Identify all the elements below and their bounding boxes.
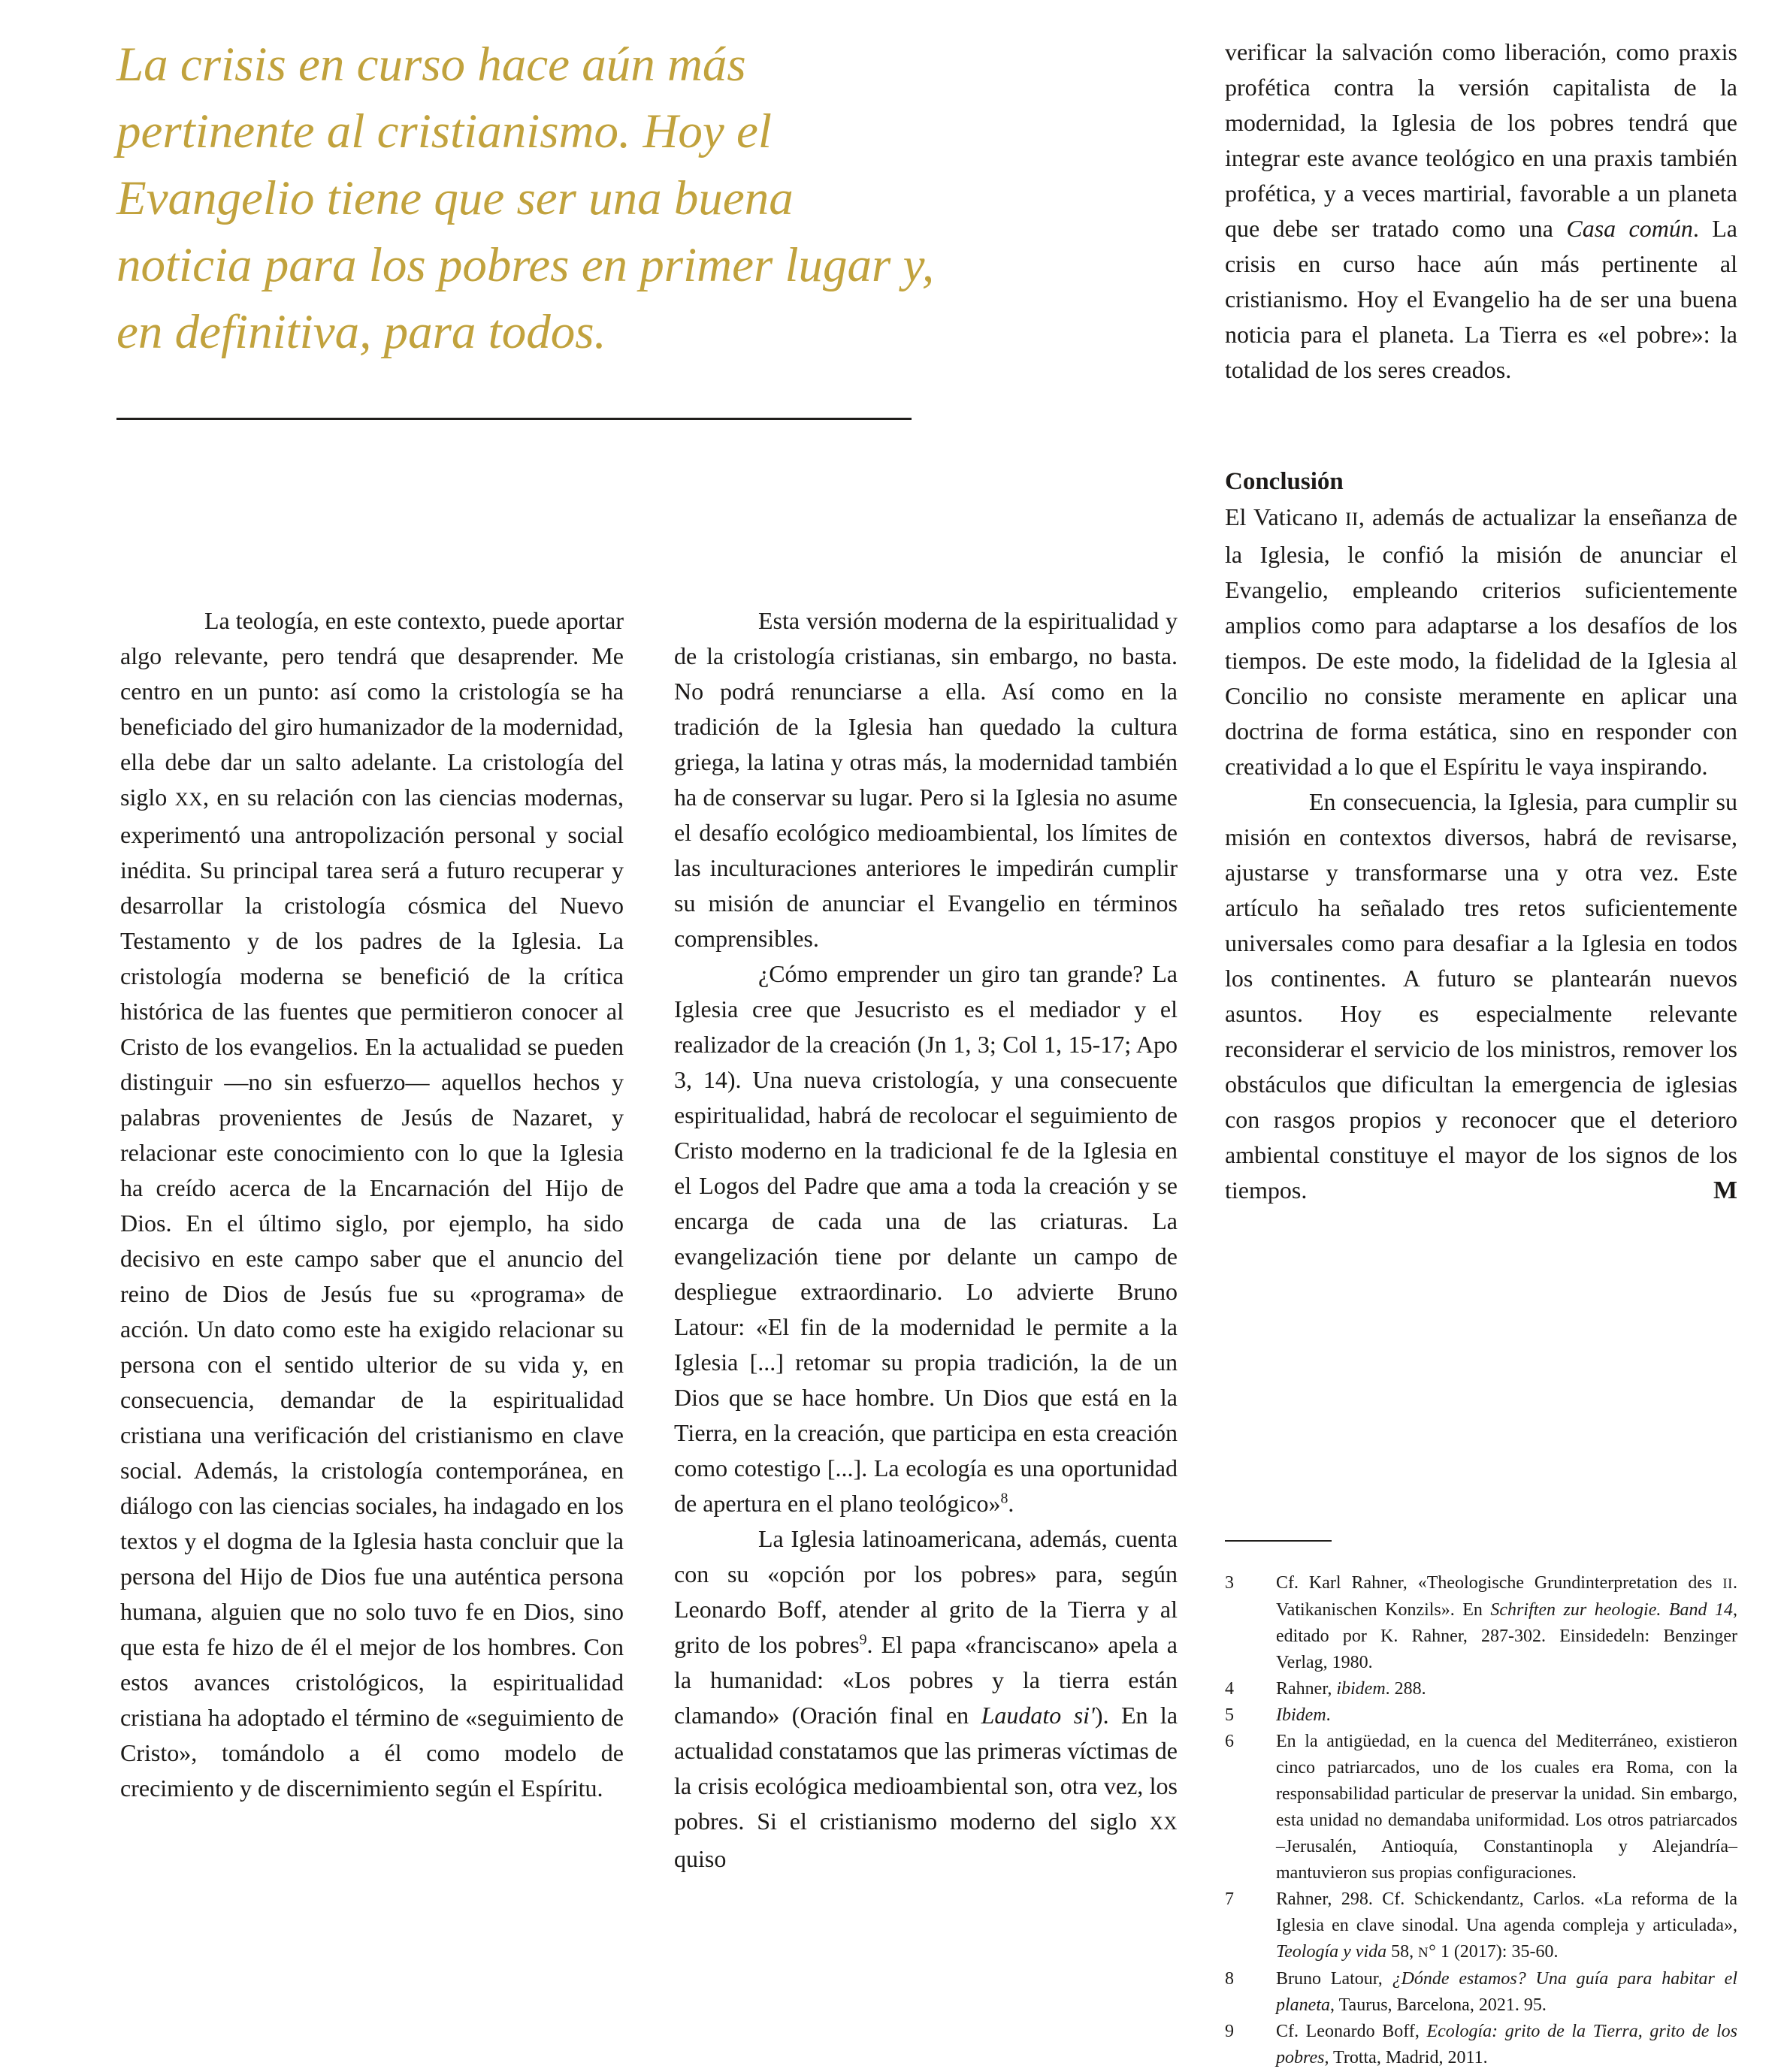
column-middle [674, 603, 1178, 1877]
body-paragraph: El Vaticano II, además de actualizar la enseñanza de la Iglesia, le confió la misión de anunciar el Evangelio, empleando criterios suficientemente amplios como para adaptarse a los desafíos de los tiempos. De este modo, la fidelidad de la Iglesia al Concilio no consiste meramente en aplicar una doctrina de forma estática, sino en responder con creatividad a lo que el Espíritu le vaya inspirando. [1225, 503, 1738, 780]
article-endmark: M [1713, 1176, 1737, 1204]
footnote-number: 3 [1225, 1573, 1234, 1593]
body-paragraph: ¿Cómo emprender un giro tan grande? La Iglesia cree que Jesucristo es el mediador y el realizador de la creación (Jn 1, 3; Col 1, 15-17; Apo 3, 14). Una nueva cristología, y una consecuente espiritualidad, habrá de recolocar el seguimiento de Cristo moderno en la tradicional fe de la Iglesia en el Logos del Padre que ama a toda la creación y se encarga de cada una de las criaturas. La evangelización tiene por delante un campo de despliegue extraordinario. Lo advierte Bruno Latour: «El fin de la modernidad le permite a la Iglesia [...] retomar su propia tradición, la de un Dios que se hace hombre. Un Dios que está en la Tierra, en la creación, que participa en esta creación como cotestigo [...]. La ecología es una oportunidad de apertura en el plano teológico»$^8$. [674, 960, 1178, 1517]
footnotes-divider [1225, 1540, 1332, 1542]
column-right [1225, 35, 1737, 1208]
footnote-number: 6 [1225, 1732, 1234, 1751]
footnote-number: 8 [1225, 1969, 1234, 1989]
footnote-item [1225, 1570, 1737, 1676]
footnote-text: Bruno Latour, ¿Dónde estamos? Una guía para habitar el planeta, Taurus, Barcelona, 2021. 95. [1276, 1969, 1737, 2015]
conclusion-body [1225, 500, 1737, 1208]
footnote-item [1225, 2019, 1737, 2071]
footnote-text: Cf. Karl Rahner, «Theologische Grundinterpretation des II. Vatikanischen Konzils». En Schriften zur heologie. Band 14, editado por K. Rahner, 287-302. Einsidedeln: Benzinger Verlag, 1980. [1276, 1573, 1737, 1672]
footnote-text: Cf. Leonardo Boff, Ecología: grito de la Tierra, grito de los pobres, Trotta, Madrid, 2011. [1276, 2022, 1738, 2067]
footnote-number: 4 [1225, 1679, 1234, 1699]
footnote-item [1225, 1702, 1737, 1729]
footnote-item [1225, 1676, 1737, 1702]
footnote-item [1225, 1729, 1737, 1886]
footnote-text: Rahner, ibidem. 288. [1276, 1679, 1426, 1699]
body-paragraph: Esta versión moderna de la espiritualidad y de la cristología cristianas, sin embargo, no basta. No podrá renunciarse a ella. Así como en la tradición de la Iglesia han quedado la cultura griega, la latina y otras más, la modernidad también ha de conservar su lugar. Pero si la Iglesia no asume el desafío ecológico medioambiental, los límites de las inculturaciones anteriores le impedirán cumplir su misión de anunciar el Evangelio en términos comprensibles. [674, 607, 1178, 952]
conclusion-heading: Conclusión [1225, 468, 1344, 495]
footnote-text: En la antigüedad, en la cuenca del Mediterráneo, existieron cinco patriarcados, uno de los cuales era Roma, con la responsabilidad particular de preservar la unidad. Sin embargo, esta unidad no demandaba uniformidad. Los otros patriarcados –Jerusalén, Antioquía, Constantinopla y Alejandría– mantuvieron sus propias configuraciones. [1276, 1732, 1737, 1883]
footnotes-section [1225, 1540, 1737, 2071]
footnote-text: Ibidem. [1276, 1705, 1331, 1725]
body-paragraph: En consecuencia, la Iglesia, para cumplir su misión en contextos diversos, habrá de revisarse, ajustarse y transformarse una y otra vez. Este artículo ha señalado tres retos suficientemente universales como para desafiar a la Iglesia en todos los continentes. A futuro se plantearán nuevos asuntos. Hoy es especialmente relevante reconsiderar el servicio de los ministros, remover los obstáculos que dificultan la emergencia de iglesias con rasgos propios y reconocer que el deterioro ambiental constituye el mayor de los signos de los tiempos. M [1225, 784, 1737, 1208]
body-paragraph: La Iglesia latinoamericana, además, cuenta con su «opción por los pobres» para, según Leonardo Boff, atender al grito de la Tierra y al grito de los pobres$^9$. El papa «franciscano» apela a la humanidad: «Los pobres y la tierra están clamando» (Oración final en Laudato si'). En la actualidad constatamos que las primeras víctimas de la crisis ecológica medioambiental son, otra vez, los pobres. Si el cristianismo moderno del siglo XX quiso [674, 1525, 1178, 1872]
footnote-number: 7 [1225, 1889, 1234, 1909]
footnotes-list [1225, 1570, 1737, 2071]
footnote-number: 5 [1225, 1705, 1234, 1725]
footnote-number: 9 [1225, 2022, 1234, 2041]
body-paragraph: La teología, en este contexto, puede aportar algo relevante, pero tendrá que desaprender. Me centro en un punto: así como la cristología se ha beneficiado del giro humanizador de la modernidad, ella debe dar un salto adelante. La cristología del siglo XX, en su relación con las ciencias modernas, experimentó una antropolización personal y social inédita. Su principal tarea será a futuro recuperar y desarrollar la cristología cósmica del Nuevo Testamento y de los padres de la Iglesia. La cristología moderna se benefició de la crítica histórica de las fuentes que permitieron conocer al Cristo de los evangelios. En la actualidad se pueden distinguir —no sin esfuerzo— aquellos hechos y palabras provenientes de Jesús de Nazaret, y relacionar este conocimiento con lo que la Iglesia ha creído acerca de la Encarnación del Hijo de Dios. En el último siglo, por ejemplo, ha sido decisivo en este campo saber que el anuncio del reino de Dios de Jesús fue su «programa» de acción. Un dato como este ha exigido relacionar su persona con el sentido ulterior de su vida y, en consecuencia, demandar de la espiritualidad cristiana una verificación del cristianismo en clave social. Además, la cristología contemporánea, en diálogo con las ciencias sociales, ha indagado en los textos y el dogma de la Iglesia hasta concluir que la persona del Hijo de Dios fue una auténtica persona humana, alguien que no solo tuvo fe en Dios, sino que esta fe hizo de él el mejor de los hombres. Con estos avances cristológicos, la espiritualidad cristiana ha adoptado el término de «seguimiento de Cristo», tomándolo a él como modelo de crecimiento y de discernimiento según el Espíritu. [120, 607, 624, 1802]
pull-quote-divider [116, 418, 912, 420]
column-right-top [1225, 35, 1737, 388]
footnote-item [1225, 1966, 1737, 2019]
body-paragraph: verificar la salvación como liberación, como praxis profética contra la versión capitalista de la modernidad, la Iglesia de los pobres tendrá que integrar este avance teológico en una praxis también profética, y a veces martirial, favorable a un planeta que debe ser tratado como una Casa común. La crisis en curso hace aún más pertinente al cristianismo. Hoy el Evangelio ha de ser una buena noticia para el planeta. La Tierra es «el pobre»: la totalidad de los seres creados. [1225, 38, 1738, 383]
footnote-text: Rahner, 298. Cf. Schickendantz, Carlos. «La reforma de la Iglesia en clave sinodal. Una agenda compleja y articulada», Teología y vida 58, N° 1 (2017): 35-60. [1276, 1889, 1737, 1962]
column-left [120, 603, 624, 1806]
footnote-item [1225, 1886, 1737, 1966]
pull-quote: La crisis en curso hace aún más pertinente al cristianismo. Hoy el Evangelio tiene que ser una buena noticia para los pobres en primer lugar y, en definitiva, para todos. [116, 38, 935, 359]
